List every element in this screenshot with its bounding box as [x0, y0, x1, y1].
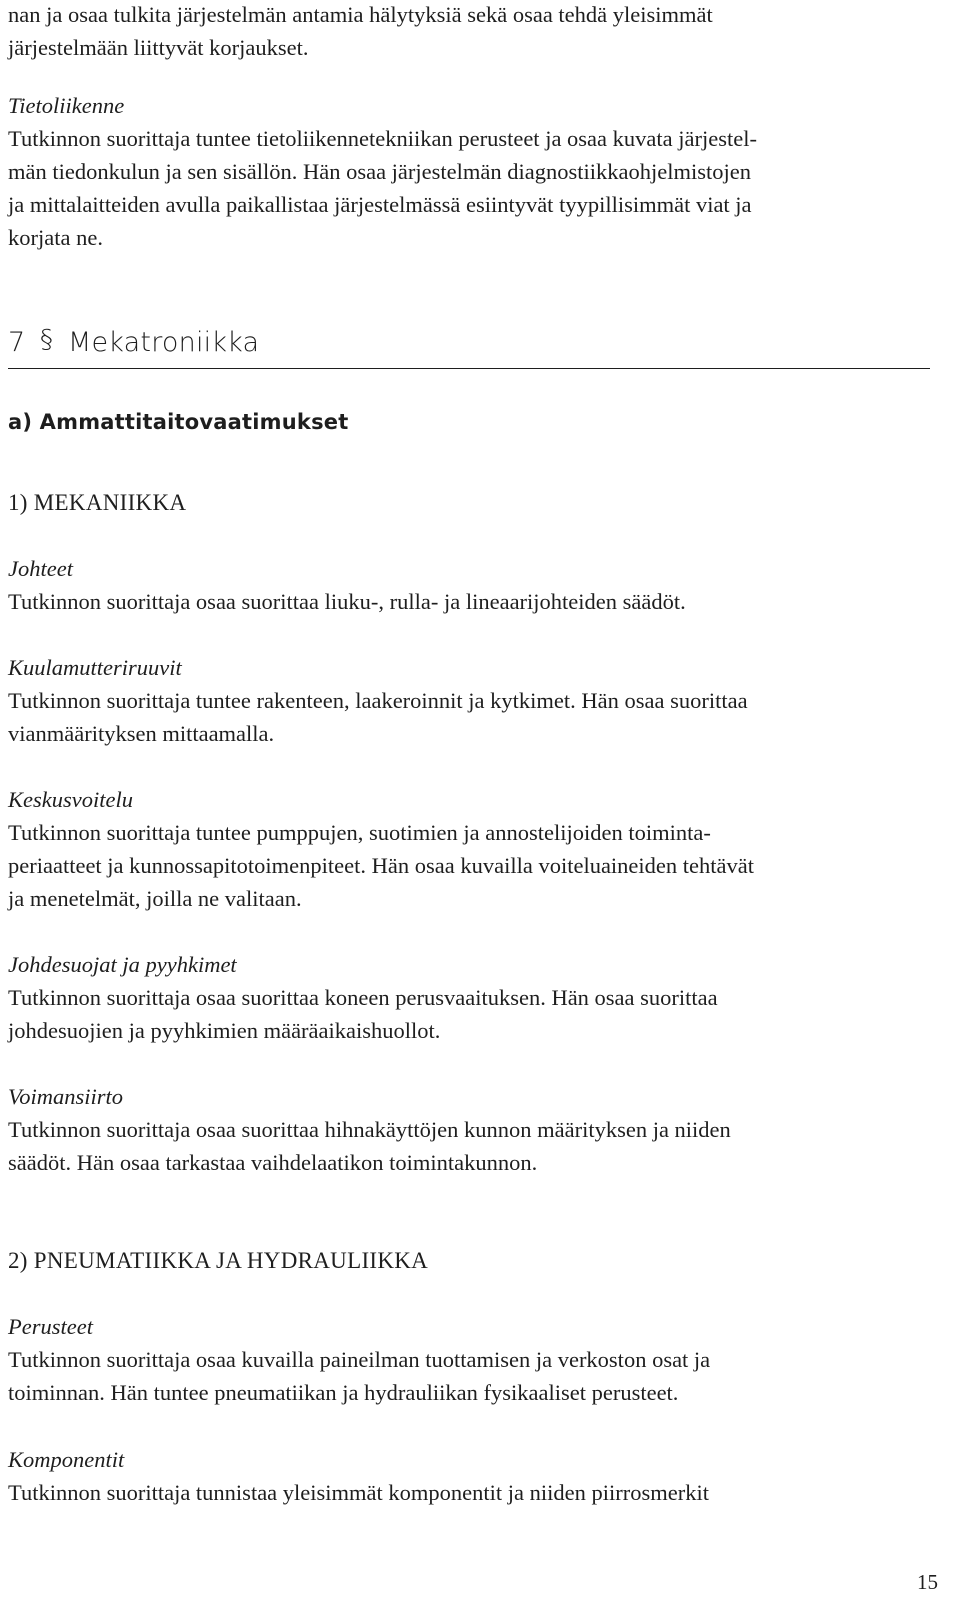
- item-title: Kuulamutteriruuvit: [8, 655, 182, 680]
- tietoliikenne-title: Tietoliikenne: [8, 93, 125, 118]
- chapter-heading: [8, 318, 930, 369]
- item-title: Keskusvoitelu: [8, 787, 133, 812]
- requirements-heading: a) Ammattitaitovaatimukset: [8, 410, 349, 434]
- item-title: Johdesuojat ja pyyhkimet: [8, 952, 237, 977]
- chapter-number: 7: [8, 327, 26, 358]
- item-title: Voimansiirto: [8, 1084, 124, 1109]
- tietoliikenne-text: Tutkinnon suorittaja tuntee tietoliikennetekniikan perusteet ja osaa kuvata järjestel- män tiedonkulun ja sen sisällön. Hän osaa järjestelmän diagnostiikkaohjelmistojen ja mittalaitteiden avulla paikallistaa järjestelmässä esiintyvät tyypillisimmät viat ja korjata ne.: [8, 126, 757, 250]
- intro-text: nan ja osaa tulkita järjestelmän antamia hälytyksiä sekä osaa tehdä yleisimmät järjestelmään liittyvät korjaukset.: [8, 2, 713, 60]
- intro-paragraph: [8, 0, 938, 64]
- item-johteet: [8, 552, 938, 618]
- item-title: Perusteet: [8, 1314, 93, 1339]
- item-perusteet: [8, 1310, 938, 1409]
- item-text: Tutkinnon suorittaja tuntee rakenteen, laakeroinnit ja kytkimet. Hän osaa suorittaa vianmäärityksen mittaamalla.: [8, 688, 748, 746]
- item-voimansiirto: [8, 1080, 938, 1179]
- item-komponentit: [8, 1443, 938, 1509]
- item-text: Tutkinnon suorittaja tunnistaa yleisimmät komponentit ja niiden piirrosmerkit: [8, 1480, 709, 1505]
- page-number: 15: [917, 1570, 938, 1594]
- item-text: Tutkinnon suorittaja osaa suorittaa koneen perusvaaituksen. Hän osaa suorittaa johdesuojien ja pyyhkimien määräaikaishuollot.: [8, 985, 718, 1043]
- section-mekaniikka: [8, 486, 938, 519]
- item-johdesuojat: [8, 948, 938, 1047]
- item-text: Tutkinnon suorittaja tuntee pumppujen, suotimien ja annostelijoiden toiminta- periaatteet ja kunnossapitotoimenpiteet. Hän osaa kuvailla voiteluaineiden tehtävät ja menetelmät, joilla ne valitaan.: [8, 820, 754, 911]
- item-keskusvoitelu: [8, 783, 938, 915]
- item-title: Johteet: [8, 556, 73, 581]
- item-text: Tutkinnon suorittaja osaa suorittaa hihnakäyttöjen kunnon määrityksen ja niiden säädöt. Hän osaa tarkastaa vaihdelaatikon toimintakunnon.: [8, 1117, 731, 1175]
- item-title: Komponentit: [8, 1447, 125, 1472]
- chapter-title: Mekatroniikka: [68, 327, 260, 358]
- item-kuulamutteriruuvit: [8, 651, 938, 750]
- item-text: Tutkinnon suorittaja osaa suorittaa liuku-, rulla- ja lineaarijohteiden säädöt.: [8, 589, 686, 614]
- section-title: 1) MEKANIIKKA: [8, 490, 187, 515]
- tietoliikenne-block: [8, 89, 938, 254]
- section-symbol: §: [40, 325, 54, 355]
- section-title: 2) PNEUMATIIKKA JA HYDRAULIIKKA: [8, 1248, 429, 1273]
- section-pneumatiikka: [8, 1244, 938, 1277]
- item-text: Tutkinnon suorittaja osaa kuvailla paineilman tuottamisen ja verkoston osat ja toiminnan. Hän tuntee pneumatiikan ja hydrauliikan fysikaaliset perusteet.: [8, 1347, 711, 1405]
